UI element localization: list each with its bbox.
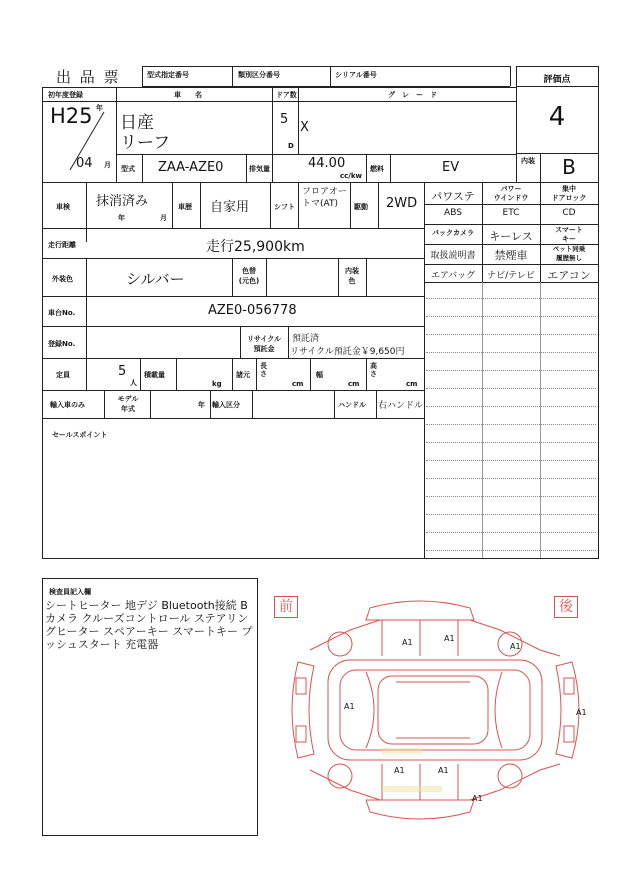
cm-unit-2: cm: [348, 380, 360, 388]
damage-mark-3: A1: [510, 642, 521, 651]
cm-unit-1: cm: [292, 380, 304, 388]
kudo-label: 駆動: [354, 203, 368, 211]
shamei-label: 車 名: [174, 91, 202, 99]
equip-aircon: エアコン: [547, 269, 591, 282]
equip-back-camera: バックカメラ: [432, 229, 474, 237]
inspector-text: シートヒーター 地デジ Bluetooth接続 Bカメラ クルーズコントロール ステアリングヒーター スペアーキー スマートキー プッシュスタート 充電器: [45, 599, 253, 651]
damage-mark-1: A1: [402, 638, 413, 647]
nenryo-value: EV: [442, 160, 460, 175]
haikiryo-value: 44.00: [308, 156, 346, 171]
first-reg-month: 04: [76, 156, 93, 171]
car-damage-diagram: [270, 590, 610, 830]
damage-mark-2: A1: [444, 634, 455, 643]
recycle-label: リサイクル 預託金: [246, 335, 282, 353]
teiin-unit: 人: [130, 379, 137, 387]
haba-label: 幅: [316, 371, 323, 379]
equip-navi-tv: ナビ/テレビ: [487, 271, 535, 281]
shift-label: シフト: [274, 203, 295, 211]
front-label: 前: [274, 596, 298, 618]
car-maker: 日産: [120, 113, 154, 133]
mileage-value: 走行25,900km: [206, 239, 305, 255]
grade-value: X: [300, 120, 309, 135]
equip-no-pet: ペット同乗 履歴無し: [552, 245, 586, 262]
grade-label: グ レ ー ド: [388, 91, 437, 99]
irogae-label: 色替 (元色): [238, 267, 260, 285]
damage-mark-8: A1: [472, 794, 483, 803]
naiso-color-label: 内装 色: [345, 267, 359, 285]
haikiryo-label: 排気量: [249, 165, 270, 173]
equip-manual: 取扱説明書: [430, 251, 476, 261]
teiin-value: 5: [118, 364, 127, 379]
color-label: 外装色: [52, 275, 73, 283]
equip-central-lock: 集中 ドアロック: [551, 185, 587, 202]
shaken-value: 抹消済み: [96, 194, 149, 209]
chassis-label: 車台No.: [48, 309, 76, 317]
damage-mark-7: A1: [438, 766, 449, 775]
model-year-label: モデル 年式: [117, 395, 139, 413]
shoshi-label: 諸元: [236, 371, 250, 379]
naiso-label: 内装: [521, 157, 535, 165]
equip-airbag: エアバッグ: [430, 271, 476, 281]
equip-cd: CD: [562, 208, 576, 218]
shaken-label: 車検: [56, 203, 70, 211]
hyoka-label: 評価点: [543, 75, 571, 85]
takasa-label: 高さ: [370, 362, 377, 378]
katashiki-label: 型式: [121, 165, 135, 173]
damage-mark-6: A1: [394, 766, 405, 775]
damage-mark-5: A1: [576, 708, 587, 717]
mileage-label: 走行距離: [48, 241, 76, 249]
first-reg-year: H25: [50, 104, 93, 128]
inspector-label: 検査員記入欄: [49, 588, 91, 596]
yunyu-label: 輸入区分: [212, 401, 240, 409]
handle-label: ハンドル: [338, 401, 366, 409]
haikiryo-unit: cc/kw: [340, 172, 362, 180]
naga-label: 長さ: [260, 362, 267, 378]
registration-label: 登録No.: [48, 340, 76, 348]
door-label: ドア数: [276, 91, 297, 99]
kudo-value: 2WD: [386, 196, 418, 211]
import-label: 輸入車のみ: [50, 401, 85, 409]
ruibetsu-label: 類別区分番号: [238, 71, 280, 79]
form-title: 出 品 票: [56, 68, 121, 86]
kg-unit: kg: [212, 380, 222, 388]
month-suffix: 月: [104, 161, 111, 169]
chassis-value: AZE0-056778: [208, 303, 297, 318]
katashiki-shitei-label: 型式指定番号: [147, 71, 189, 79]
handle-value: 右ハンドル: [378, 401, 424, 411]
recycle-value-2: リサイクル預託金￥9,650円: [290, 347, 405, 357]
equip-non-smoking: 禁煙車: [494, 249, 528, 262]
naiso-value: B: [562, 155, 576, 179]
door-suffix: D: [288, 142, 294, 150]
katashiki-value: ZAA-AZE0: [158, 160, 224, 175]
damage-mark-4: A1: [344, 702, 355, 711]
equip-abs: ABS: [444, 208, 462, 218]
car-outline-icon: [270, 590, 610, 830]
shift-value: フロアオートマ(AT): [302, 187, 347, 209]
inspector-box: [42, 578, 258, 836]
equip-etc: ETC: [502, 208, 520, 218]
nenryo-label: 燃料: [370, 165, 384, 173]
serial-label: シリアル番号: [335, 71, 377, 79]
nen-label: 年: [198, 401, 205, 409]
shaken-year: 年: [118, 214, 125, 222]
car-model: リーフ: [120, 133, 171, 153]
shaken-month: 月: [160, 214, 167, 222]
rear-label: 後: [554, 596, 578, 618]
year-suffix: 年: [96, 104, 103, 112]
cm-unit-3: cm: [406, 380, 418, 388]
recycle-value-1: 預託済: [292, 334, 320, 344]
equip-keyless: キーレス: [489, 230, 533, 243]
shareki-value: 自家用: [210, 200, 250, 215]
hyoka-value: 4: [548, 102, 566, 132]
sekisai-label: 積載量: [144, 371, 165, 379]
equip-power-window: パワー ウインドウ: [493, 185, 529, 202]
color-value: シルバー: [126, 270, 185, 288]
sales-point-label: セールスポイント: [52, 431, 108, 439]
teiin-label: 定員: [56, 371, 70, 379]
shodo-label: 初年度登録: [48, 91, 83, 99]
equip-power-steering: パワステ: [431, 190, 475, 203]
shareki-label: 車歴: [178, 203, 192, 211]
equip-smart-key: スマート キー: [555, 226, 583, 243]
door-count: 5: [280, 112, 289, 127]
